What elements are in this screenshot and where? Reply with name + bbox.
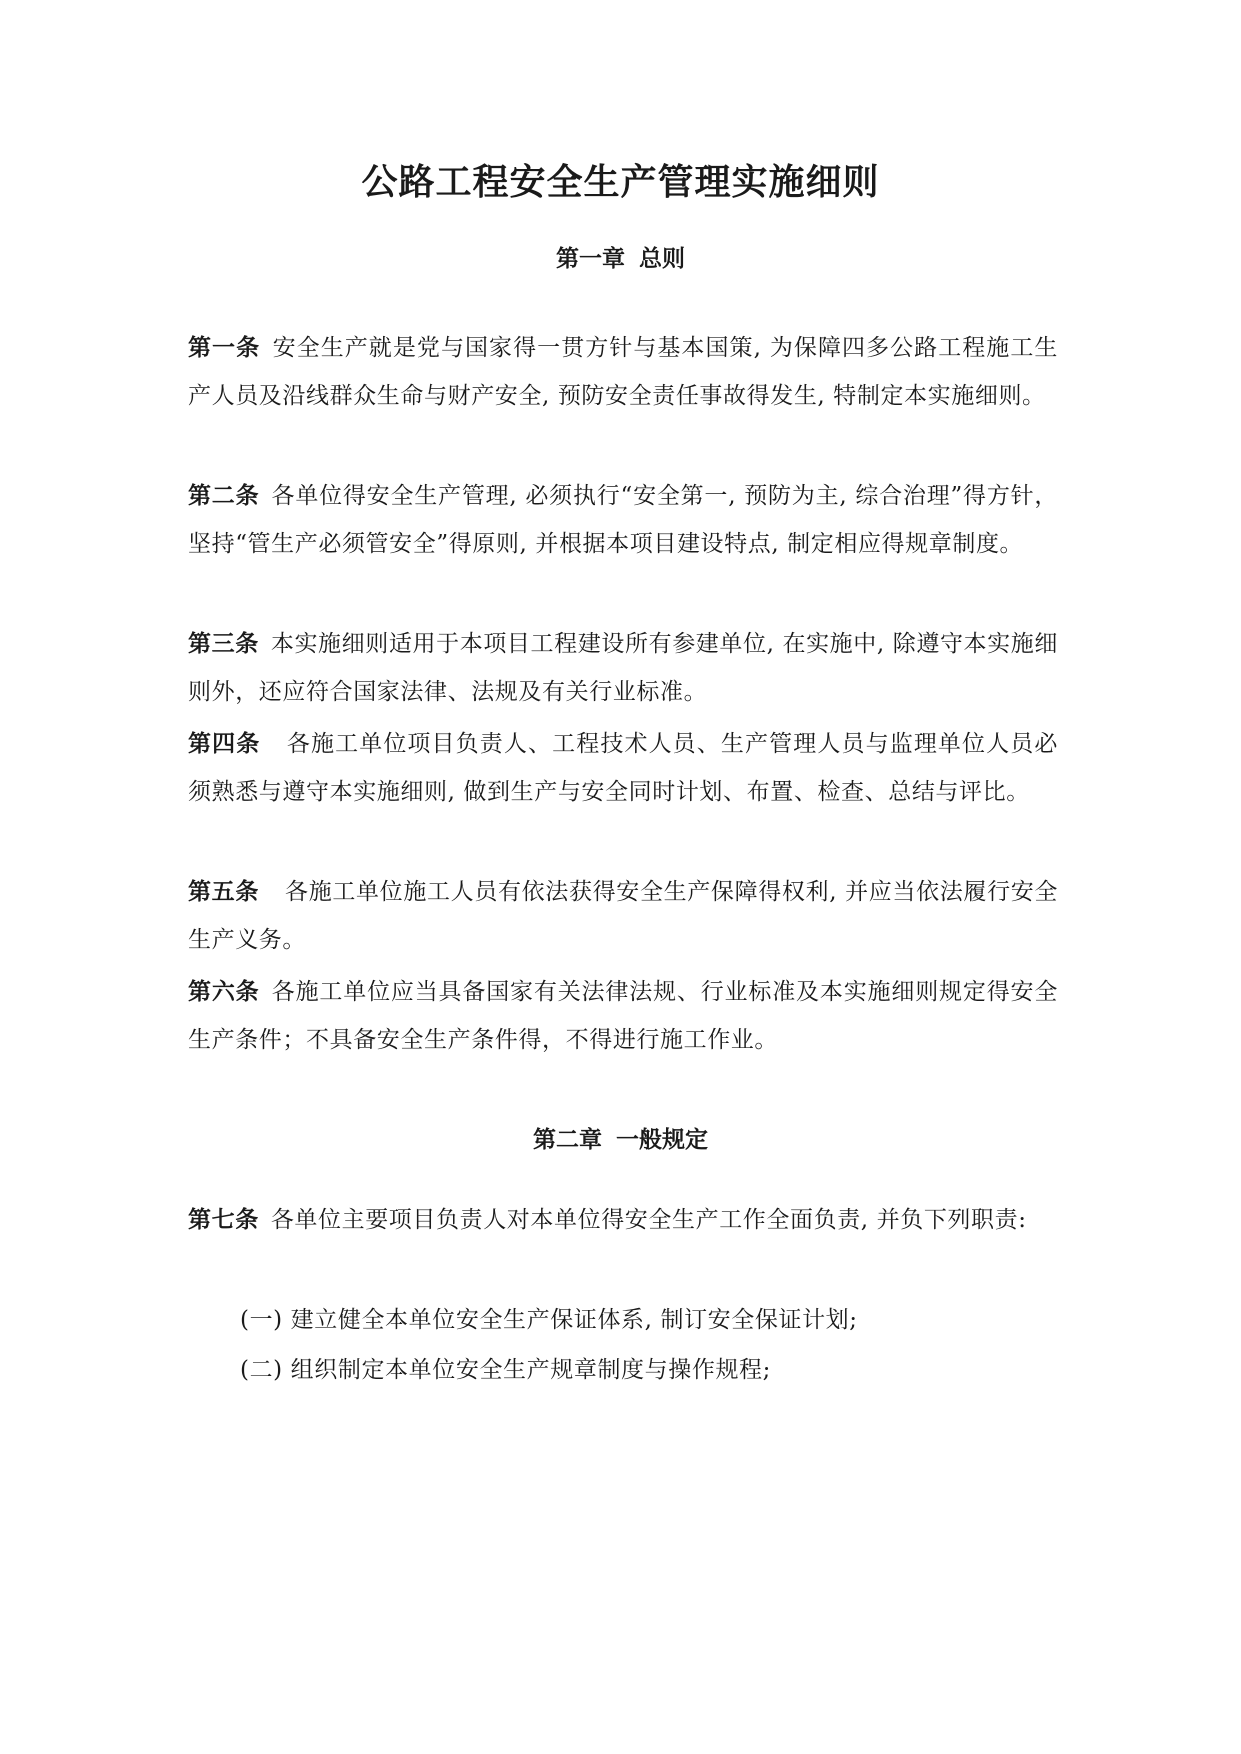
article-text: 各施工单位施工人员有依法获得安全生产保障得权利, 并应当依法履行安全生产义务。	[188, 879, 1058, 953]
article-text: 各施工单位应当具备国家有关法律法规、行业标准及本实施细则规定得安全生产条件；不具备安全生产条件得，不得进行施工作业。	[188, 979, 1058, 1053]
chapter-name: 一般规定	[616, 1126, 708, 1153]
article-7	[188, 1196, 1058, 1244]
article-label: 第五条	[188, 878, 259, 905]
article-1	[188, 324, 1058, 420]
article-label: 第二条	[188, 482, 260, 509]
chapter-heading-2	[0, 1124, 1241, 1156]
article-4	[188, 720, 1058, 816]
article-text: 安全生产就是党与国家得一贯方针与基本国策, 为保障四多公路工程施工生产人员及沿线群众生命与财产安全, 预防安全责任事故得发生, 特制定本实施细则。	[188, 335, 1058, 409]
article-text: 本实施细则适用于本项目工程建设所有参建单位, 在实施中, 除遵守本实施细则外，还应符合国家法律、法规及有关行业标准。	[188, 631, 1058, 705]
article-6	[188, 968, 1058, 1064]
article-text: 各单位主要项目负责人对本单位得安全生产工作全面负责, 并负下列职责:	[270, 1207, 1027, 1233]
article-label: 第七条	[188, 1206, 259, 1233]
article-3	[188, 620, 1058, 716]
list-item-2: (二) 组织制定本单位安全生产规章制度与操作规程;	[240, 1357, 772, 1383]
article-text: 各施工单位项目负责人、工程技术人员、生产管理人员与监理单位人员必须熟悉与遵守本实施细则, 做到生产与安全同时计划、布置、检查、总结与评比。	[188, 731, 1058, 805]
chapter-name: 总则	[639, 245, 685, 272]
chapter-number: 第二章	[533, 1126, 602, 1153]
chapter-heading-1	[0, 243, 1241, 275]
article-5	[188, 868, 1058, 964]
document-title: 公路工程安全生产管理实施细则	[361, 161, 880, 203]
article-label: 第四条	[188, 730, 261, 757]
chapter-number: 第一章	[556, 245, 625, 272]
article-label: 第三条	[188, 630, 259, 657]
article-2	[188, 472, 1058, 568]
article-label: 第六条	[188, 978, 260, 1005]
list-item-1: (一) 建立健全本单位安全生产保证体系, 制订安全保证计划;	[240, 1307, 858, 1333]
article-text: 各单位得安全生产管理, 必须执行“安全第一, 预防为主, 综合治理”得方针，坚持“管生产必须管安全”得原则, 并根据本项目建设特点, 制定相应得规章制度。	[188, 483, 1058, 557]
article-label: 第一条	[188, 334, 261, 361]
